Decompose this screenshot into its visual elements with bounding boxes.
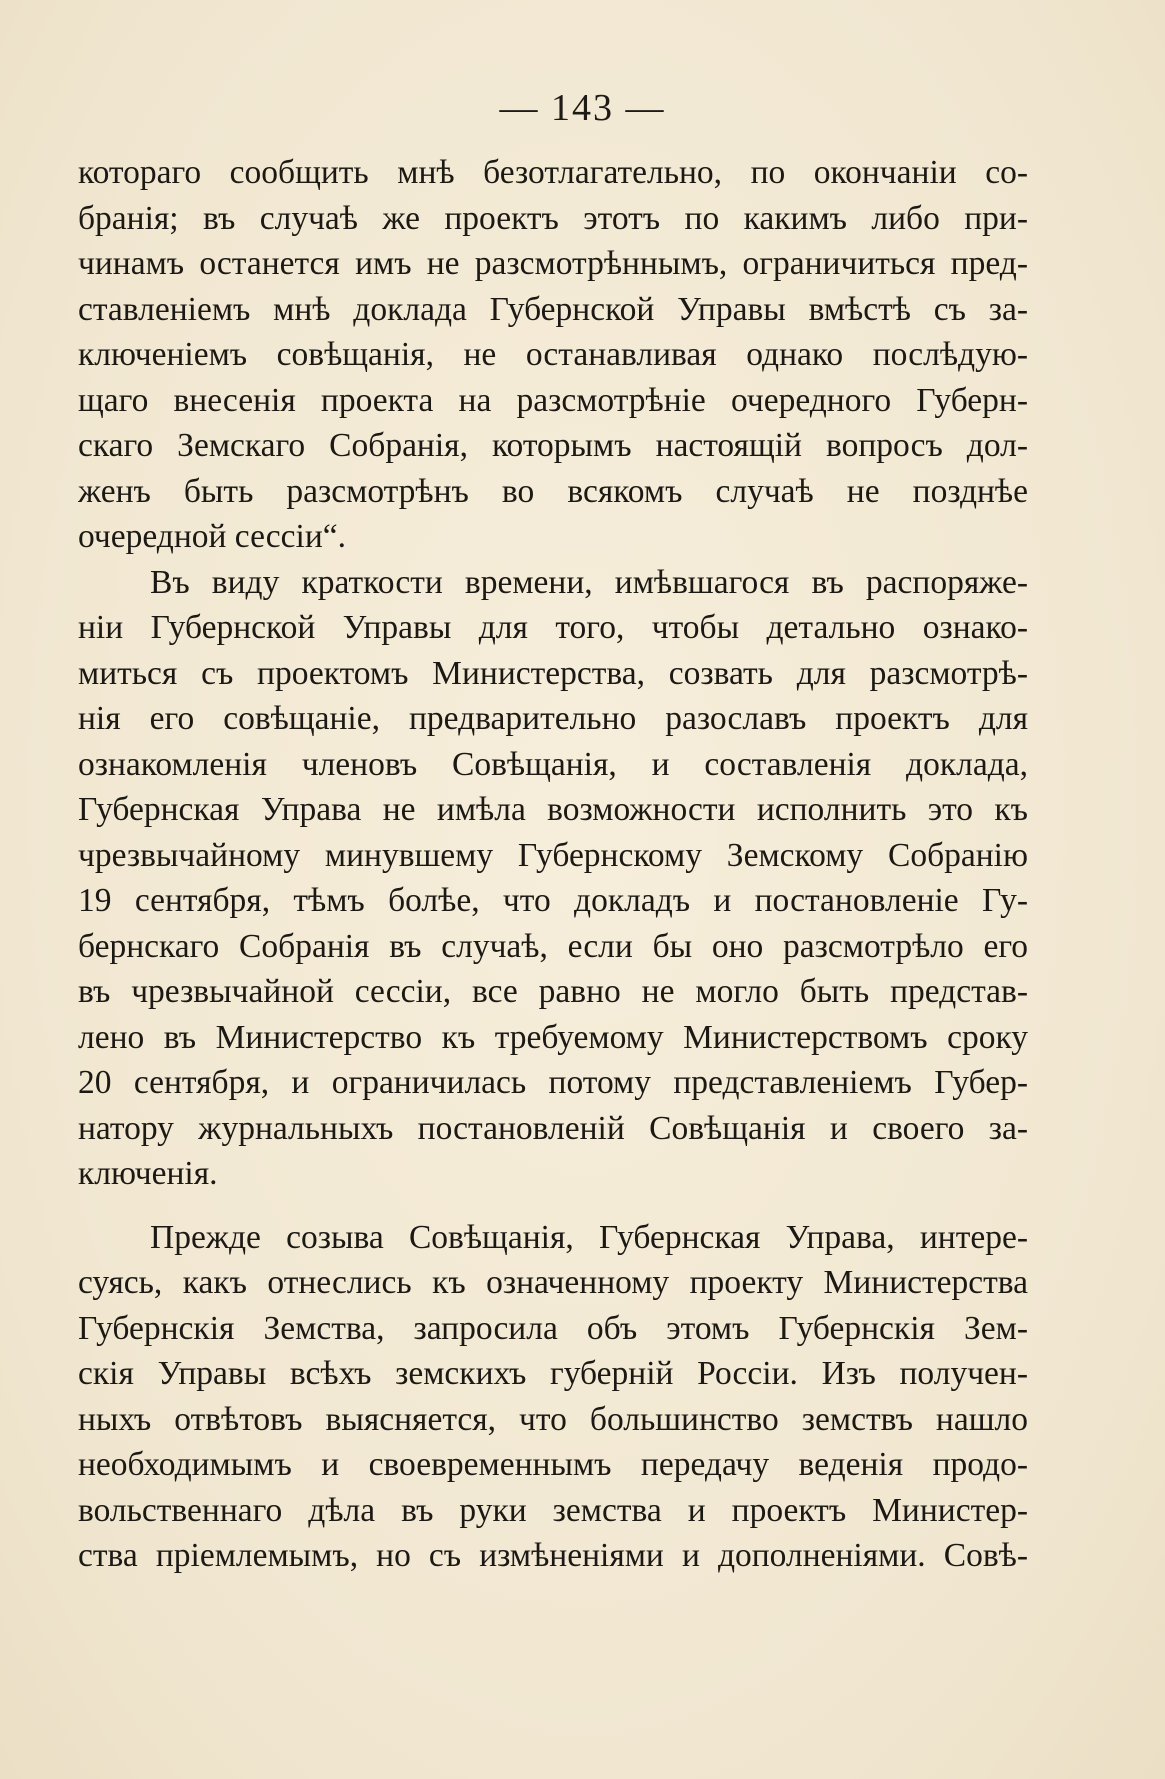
text-line: скія Управы всѣхъ земскихъ губерній Россіи. Изъ получен- <box>78 1355 1028 1392</box>
text-line: 20 сентября, и ограничилась потому представленіемъ Губер- <box>78 1064 1028 1101</box>
text-line: скаго Земскаго Собранія, которымъ настоящій вопросъ дол- <box>78 427 1028 464</box>
paragraph-2 <box>78 560 1028 1197</box>
text-line: лено въ Министерство къ требуемому Министерствомъ сроку <box>78 1018 1028 1056</box>
text-line: ства пріемлемымъ, но съ измѣненіями и дополненіями. Совѣ- <box>78 1537 1028 1574</box>
text-line: необходимымъ и своевременнымъ передачу веденія продо- <box>78 1446 1028 1483</box>
text-line: миться съ проектомъ Министерства, созвать для разсмотрѣ- <box>78 654 1028 692</box>
text-line: въ чрезвычайной сессіи, все равно не могло быть представ- <box>78 973 1028 1010</box>
text-line: суясь, какъ отнеслись къ означенному проекту Министерства <box>78 1264 1028 1301</box>
text-line: щаго внесенія проекта на разсмотрѣніе очередного Губерн- <box>78 381 1028 419</box>
text-line: бернскаго Собранія въ случаѣ, если бы оно разсмотрѣло его <box>78 927 1028 965</box>
text-line: ознакомленія членовъ Совѣщанія, и составленія доклада, <box>78 745 1028 783</box>
text-line: ключеніемъ совѣщанія, не останавливая однако послѣдую- <box>78 336 1028 373</box>
text-line: котораго сообщить мнѣ безотлагательно, по окончаніи со- <box>78 154 1028 191</box>
text-line: женъ быть разсмотрѣнъ во всякомъ случаѣ не позднѣе <box>78 472 1028 510</box>
text-line: натору журнальныхъ постановленій Совѣщанія и своего за- <box>78 1109 1028 1147</box>
text-line: Прежде созыва Совѣщанія, Губернская Управа, интере- <box>150 1218 1028 1256</box>
text-line: очередной сессіи“. <box>78 518 346 555</box>
page-number: — 143 — <box>499 87 666 129</box>
text-line: ключенія. <box>78 1155 218 1192</box>
text-line: бранія; въ случаѣ же проектъ этотъ по какимъ либо при- <box>78 199 1028 237</box>
body-text <box>78 150 1028 1579</box>
paragraph-gap <box>78 1197 1028 1215</box>
text-line: ніи Губернской Управы для того, чтобы детально ознако- <box>78 609 1028 646</box>
text-line: ныхъ отвѣтовъ выясняется, что большинство земствъ нашло <box>78 1400 1028 1438</box>
text-line: нія его совѣщаніе, предварительно разославъ проектъ для <box>78 700 1028 737</box>
text-line: 19 сентября, тѣмъ болѣе, что докладъ и постановленіе Гу- <box>78 882 1028 919</box>
text-line: чрезвычайному минувшему Губернскому Земскому Собранію <box>78 836 1028 874</box>
text-line: Губернскія Земства, запросила объ этомъ Губернскія Зем- <box>78 1309 1028 1347</box>
text-line: Губернская Управа не имѣла возможности исполнить это къ <box>78 791 1028 828</box>
text-line: Въ виду краткости времени, имѣвшагося въ распоряже- <box>150 563 1028 601</box>
text-line: чинамъ останется имъ не разсмотрѣннымъ, ограничиться пред- <box>78 245 1028 282</box>
text-line: ставленіемъ мнѣ доклада Губернской Управы вмѣстѣ съ за- <box>78 290 1028 328</box>
paragraph-3 <box>78 1215 1028 1579</box>
paragraph-1 <box>78 150 1028 560</box>
text-line: вольственнаго дѣла въ руки земства и проектъ Министер- <box>78 1491 1028 1529</box>
